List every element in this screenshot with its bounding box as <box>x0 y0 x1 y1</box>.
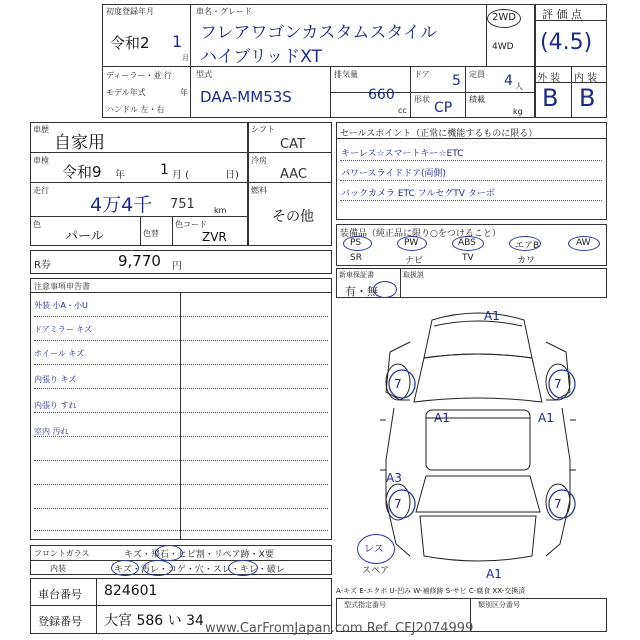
doors-label: ドア <box>414 70 430 79</box>
fuel-label: 燃料 <box>251 186 267 195</box>
equip-leather: カワ <box>517 256 536 266</box>
equip-abs-circle <box>452 236 484 251</box>
shaken-month-unit: 月 ( <box>172 170 190 181</box>
color-value: パール <box>65 229 104 244</box>
note-5: 内張り すれ <box>34 401 77 410</box>
color-code-label: 色コード <box>175 220 207 229</box>
model-designation-label: 型式指定番号 <box>344 601 386 609</box>
mark-right-rear-wheel: 7 <box>554 497 562 511</box>
fuel-value: その他 <box>272 209 314 225</box>
warranty-label: 新車保証書 <box>339 271 374 279</box>
mark-right-front-wheel: 7 <box>554 377 562 391</box>
equip-ps: PS <box>350 238 362 248</box>
recycle-value: 9,770 <box>118 252 161 270</box>
handle-label: ハンドル 左・右 <box>106 105 165 114</box>
shaken-era: 令和9 <box>62 163 102 181</box>
mark-left-rear-wheel: 7 <box>394 497 402 511</box>
color-label: 色 <box>33 220 41 229</box>
mark-left-door: A1 <box>434 411 450 425</box>
note-2: ドアミラー キズ <box>34 325 93 334</box>
spare-caption: スペア <box>362 566 390 576</box>
shift-label: シフト <box>251 125 275 134</box>
drive-2wd: 2WD <box>492 12 516 23</box>
displacement-value: 660 <box>368 87 395 103</box>
load-kg: kg <box>513 107 523 116</box>
doors-value: 5 <box>452 73 461 89</box>
manual-label: 取扱説 <box>403 271 424 279</box>
shaken-month: 1 <box>160 162 169 178</box>
watermark: www.CarFromJapan.com Ref. CFJ2074999 <box>205 621 474 636</box>
warranty-value: 有・無 <box>345 285 378 298</box>
note-6: 室内 汚れ <box>34 427 69 436</box>
equip-airbag-circle <box>509 236 541 251</box>
exterior-label: 外 装 <box>537 73 561 84</box>
category-label: 類別区分番号 <box>478 601 520 609</box>
interior-scratch-circle <box>111 560 139 576</box>
first-reg-label: 初度登録年月 <box>106 7 154 16</box>
score-value: (4.5) <box>540 30 593 55</box>
interior-rub-circle <box>228 560 258 576</box>
shaken-year-unit: 年 <box>115 170 125 181</box>
model-value: DAA-MM53S <box>200 88 292 106</box>
recycle-label: R券 <box>34 260 51 271</box>
equip-tv: TV <box>462 253 474 263</box>
mark-left-rear: A3 <box>386 471 402 485</box>
reg-label: 登録番号 <box>38 615 82 628</box>
chassis-value: 824601 <box>104 583 158 599</box>
notes-label: 注意事項申告書 <box>34 282 90 291</box>
inspection-label: 車歴 <box>33 125 49 134</box>
equip-aw-circle <box>568 236 600 251</box>
displacement-label: 排気量 <box>334 70 358 79</box>
front-glass-label: フロントガラス <box>34 549 90 558</box>
equip-sr: SR <box>350 253 362 263</box>
mileage-detail: 751 <box>170 197 195 212</box>
capacity-unit: 人 <box>515 82 523 91</box>
front-glass-stone-circle <box>155 545 183 561</box>
first-reg-month-unit: 月 <box>182 54 189 62</box>
interior-cond-label: 内装 <box>50 564 66 573</box>
drive-4wd: 4WD <box>492 42 514 52</box>
capacity-value: 4 <box>504 73 513 89</box>
spare-label: レス <box>364 544 384 555</box>
note-3: ホイール キズ <box>34 349 85 358</box>
ac-value: AAC <box>280 167 307 182</box>
shape-value: CP <box>434 100 453 116</box>
mileage-km: km <box>214 206 227 215</box>
interior-grade: B <box>579 84 596 112</box>
interior-cond-items: キズ・汚レ・コゲ・穴・スレ・キレ・破レ <box>114 565 285 575</box>
mileage-label: 走行 <box>33 186 49 195</box>
mark-left-front-wheel: 7 <box>394 377 402 391</box>
displacement-cc: cc <box>398 106 407 115</box>
color-change-label: 色替 <box>143 229 159 238</box>
interior-label: 内 装 <box>574 73 598 84</box>
mark-front: A1 <box>484 309 500 323</box>
inspection-value: 自家用 <box>54 133 105 153</box>
equipment-label: 装備品（純正品に限り○をつけること） <box>340 229 501 239</box>
first-reg-month: 1 <box>172 32 183 51</box>
equip-pw: PW <box>404 238 419 248</box>
exterior-grade: B <box>542 84 559 112</box>
sales-points-label: セールスポイント（正常に機能するものに限る） <box>340 129 538 139</box>
shaken-day-unit: 日) <box>225 170 239 181</box>
mark-rear: A1 <box>486 567 502 581</box>
mark-right-door: A1 <box>538 411 554 425</box>
first-reg-era: 令和2 <box>110 34 150 52</box>
model-year-label: モデル年式 <box>106 88 146 97</box>
ac-label: 冷房 <box>251 156 267 165</box>
sales-point-1: キーレス☆スマートキー☆ETC <box>341 149 464 159</box>
model-year-unit: 年 <box>180 88 188 97</box>
chassis-label: 車台番号 <box>38 588 82 601</box>
score-label: 評 価 点 <box>542 8 582 21</box>
color-code-value: ZVR <box>202 230 227 244</box>
note-1: 外装 小A・小U <box>34 301 88 310</box>
equip-navi: ナビ <box>405 256 424 266</box>
reg-value: 大宮 586 い 34 <box>104 613 204 629</box>
note-4: 内張り キズ <box>34 375 77 384</box>
front-glass-items: キズ・飛石・ヒビ割・リペア跡・X要 <box>124 550 274 560</box>
car-name: フレアワゴンカスタムスタイル <box>200 23 437 43</box>
interior-dirt-circle <box>143 560 173 576</box>
shift-value: CAT <box>280 137 305 152</box>
equip-ps-circle <box>343 236 372 251</box>
damage-legend: A-キズ E-エクボ U-凹み W-補修跡 S-サビ C-腐食 XX-交換済 <box>336 587 526 595</box>
shape-label: 形状 <box>414 95 430 104</box>
load-label: 積載 <box>469 95 485 104</box>
recycle-yen: 円 <box>172 261 182 272</box>
sales-point-3: バックカメラ ETC フルセグTV ターボ <box>341 189 495 199</box>
equip-pw-circle <box>397 236 427 251</box>
equip-aw: AW <box>576 238 591 248</box>
shaken-label: 車検 <box>33 156 49 165</box>
capacity-label: 定員 <box>469 70 485 79</box>
model-label: 型式 <box>196 70 212 79</box>
equip-airbag: エアB <box>515 241 540 251</box>
mileage-value: 4万4千 <box>90 194 153 216</box>
car-name-label: 車名・グレード <box>196 7 252 16</box>
dealer-label: ディーラー・並 行 <box>106 71 172 80</box>
warranty-none-circle <box>373 281 397 298</box>
sales-point-2: パワースライドドア(両側) <box>341 169 447 179</box>
car-grade: ハイブリッドXT <box>200 47 322 67</box>
equip-abs: ABS <box>458 238 476 248</box>
